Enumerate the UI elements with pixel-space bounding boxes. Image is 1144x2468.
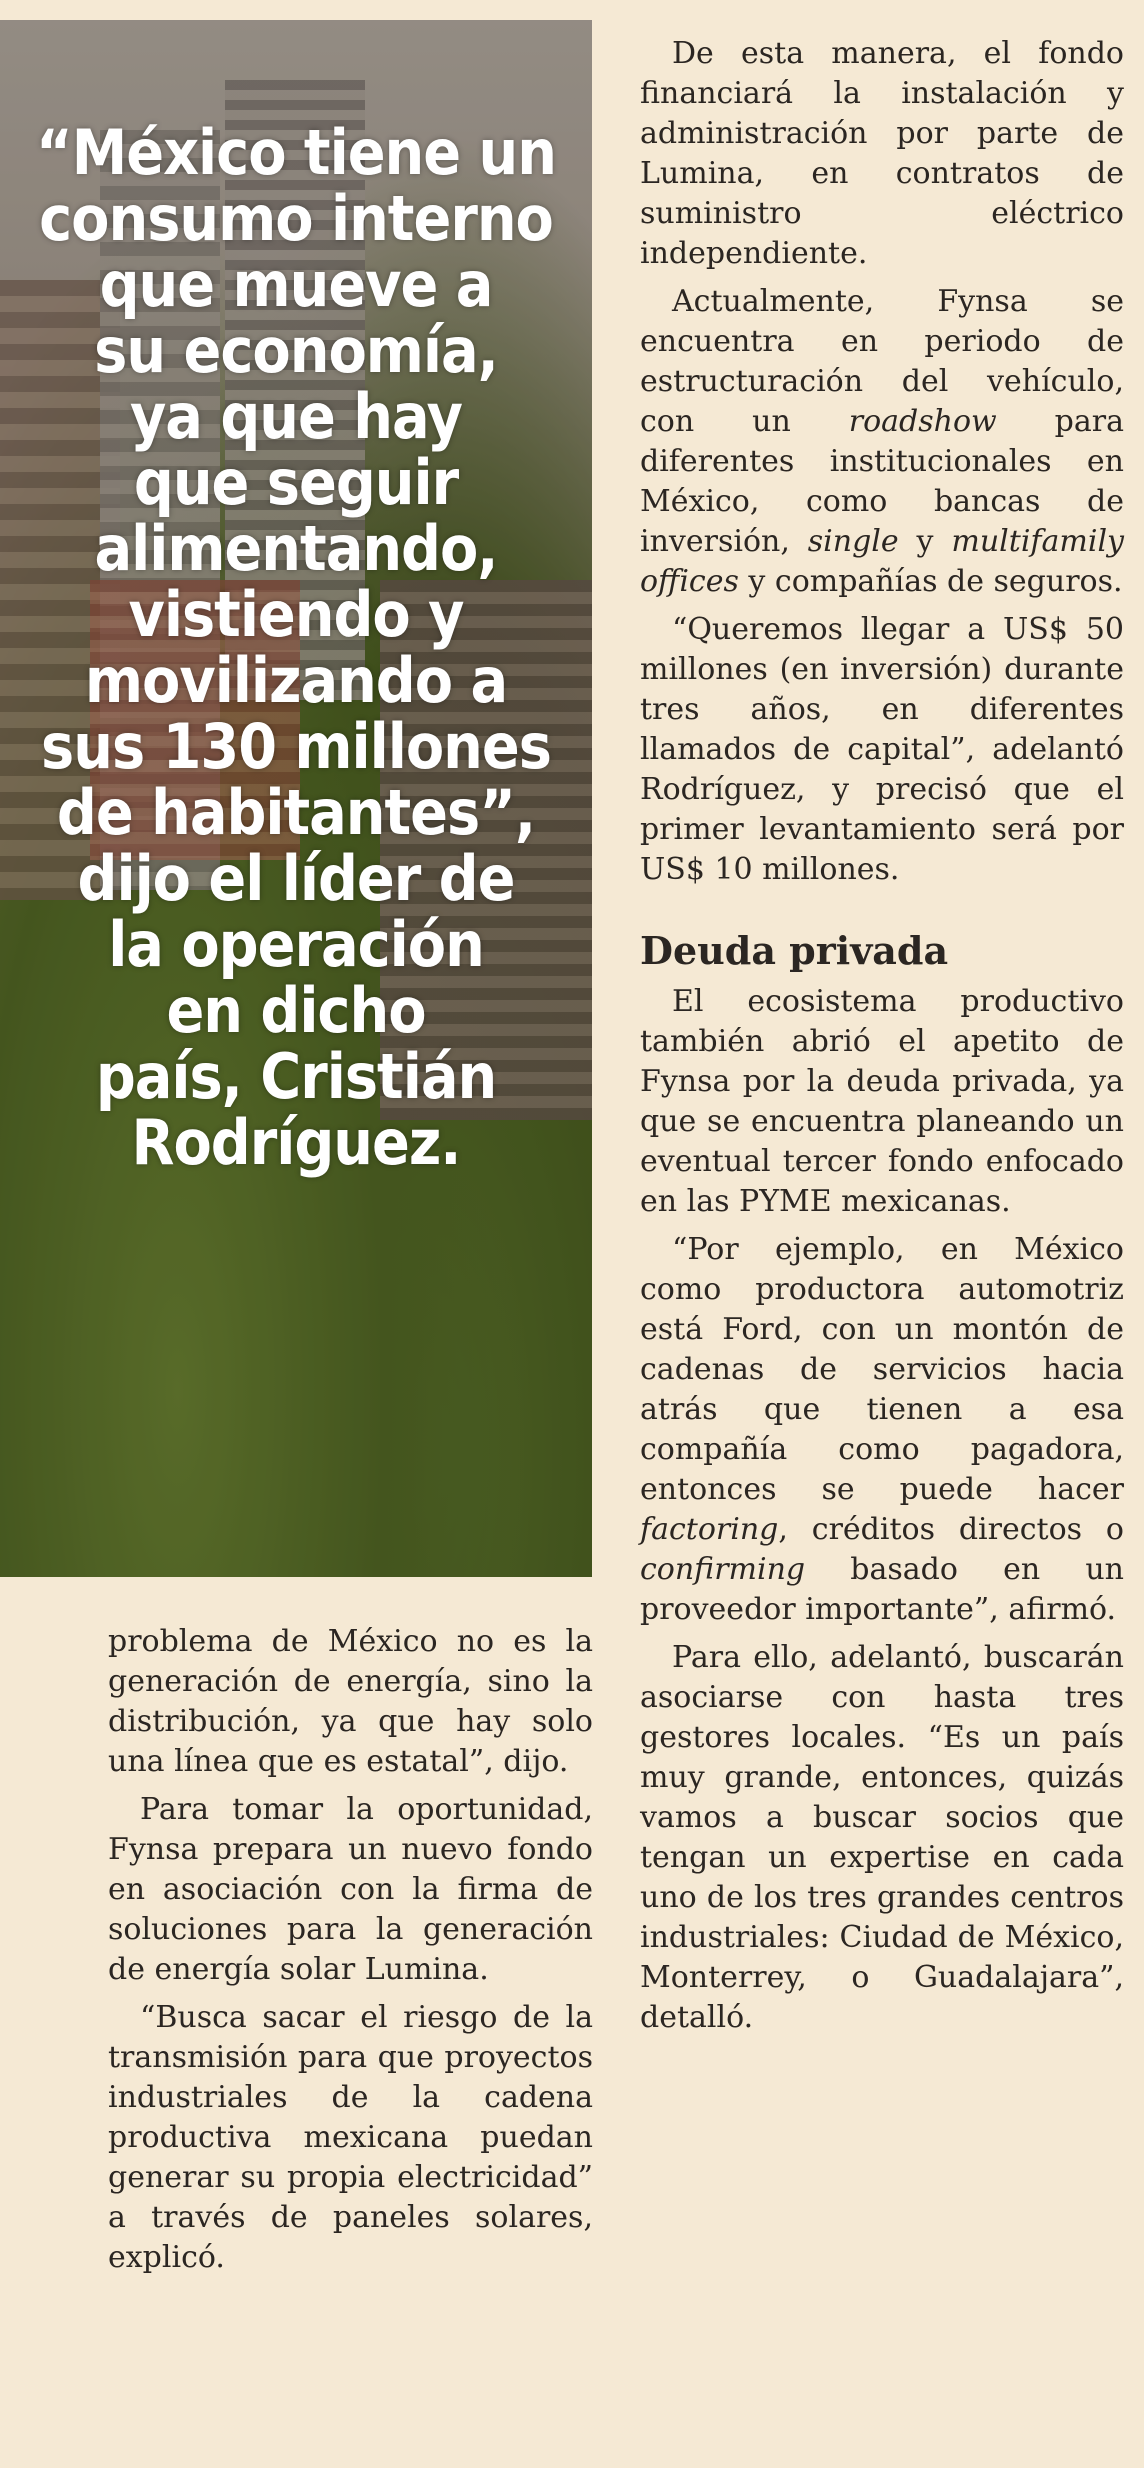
quote-line: consumo interno bbox=[39, 182, 553, 255]
quote-line: vistiendo y bbox=[128, 578, 464, 651]
paragraph: Para ello, adelantó, buscarán asociarse con hasta tres gestores locales. “Es un país muy grande, entonces, quizás vamos a buscar socios que tengan un expertise en cada uno de los tres grandes centros industriales: Ciudad de México, Monterrey, o Guadalajara”, detalló. bbox=[640, 1640, 1124, 2035]
text-run: y compañías de seguros. bbox=[738, 564, 1123, 599]
italic-term: roadshow bbox=[848, 404, 997, 439]
paragraph: “Queremos llegar a US$ 50 millones (en inversión) durante tres años, en diferentes llamados de capital”, adelantó Rodríguez, y precisó que el primer levantamiento será por US$ 10 millones. bbox=[640, 612, 1124, 887]
quote-line: en dicho bbox=[166, 974, 426, 1047]
quote-line: sus 130 millones bbox=[41, 710, 551, 783]
quote-line: “México tiene un bbox=[36, 116, 556, 189]
italic-term: single bbox=[807, 524, 899, 559]
quote-line: ya que hay bbox=[129, 380, 463, 453]
left-text-column bbox=[108, 1622, 593, 2278]
paragraph: De esta manera, el fondo financiará la instalación y administración por parte de Lumina, en contratos de suministro eléctrico independiente. bbox=[640, 36, 1124, 271]
text-run: para diferentes institucionales en México, como bancas de inversión, bbox=[640, 404, 1124, 559]
quote-line: su economía, bbox=[94, 314, 498, 387]
quote-line: movilizando a bbox=[84, 644, 508, 717]
quote-line: Rodríguez. bbox=[131, 1106, 461, 1179]
text-run: “Por ejemplo, en México como productora automotriz está Ford, con un montón de cadenas de servicios hacia atrás que tienen a esa compañía como pagadora, entonces se puede hacer bbox=[640, 1232, 1124, 1507]
pull-quote bbox=[18, 116, 574, 1179]
italic-term: factoring bbox=[640, 1512, 779, 1547]
text-run: basado en un proveedor importante”, afirmó. bbox=[640, 1552, 1124, 1627]
section-heading: Deuda privada bbox=[640, 928, 949, 973]
right-text-column bbox=[640, 34, 1124, 2038]
paragraph: Para tomar la oportunidad, Fynsa prepara un nuevo fondo en asociación con la firma de soluciones para la generación de energía solar Lumina. bbox=[108, 1792, 593, 1987]
quote-line: la operación bbox=[108, 908, 484, 981]
quote-line: que seguir bbox=[133, 446, 459, 519]
paragraph: problema de México no es la generación de energía, sino la distribución, ya que hay solo una línea que es estatal”, dijo. bbox=[108, 1624, 593, 1779]
quote-line: de habitantes”, bbox=[56, 776, 536, 849]
quote-line: alimentando, bbox=[94, 512, 498, 585]
quote-line: que mueve a bbox=[99, 248, 493, 321]
paragraph bbox=[640, 282, 1124, 602]
paragraph bbox=[640, 1230, 1124, 1630]
city-photo bbox=[0, 20, 592, 1577]
paragraph: El ecosistema productivo también abrió el apetito de Fynsa por la deuda privada, ya que se encuentra planeando un eventual tercer fondo enfocado en las PYME mexicanas. bbox=[640, 984, 1124, 1219]
text-run: , créditos directos o bbox=[778, 1512, 1124, 1547]
paragraph: “Busca sacar el riesgo de la transmisión para que proyectos industriales de la cadena productiva mexicana puedan generar su propia electricidad” a través de paneles solares, explicó. bbox=[108, 2000, 593, 2275]
quote-line: país, Cristián bbox=[95, 1040, 497, 1113]
italic-term: multifamily offices bbox=[640, 524, 1124, 599]
text-run: Actualmente, Fynsa se encuentra en periodo de estructuración del vehículo, con un bbox=[640, 284, 1124, 439]
text-run: y bbox=[898, 524, 952, 559]
quote-line: dijo el líder de bbox=[77, 842, 515, 915]
italic-term: confirming bbox=[640, 1552, 806, 1587]
